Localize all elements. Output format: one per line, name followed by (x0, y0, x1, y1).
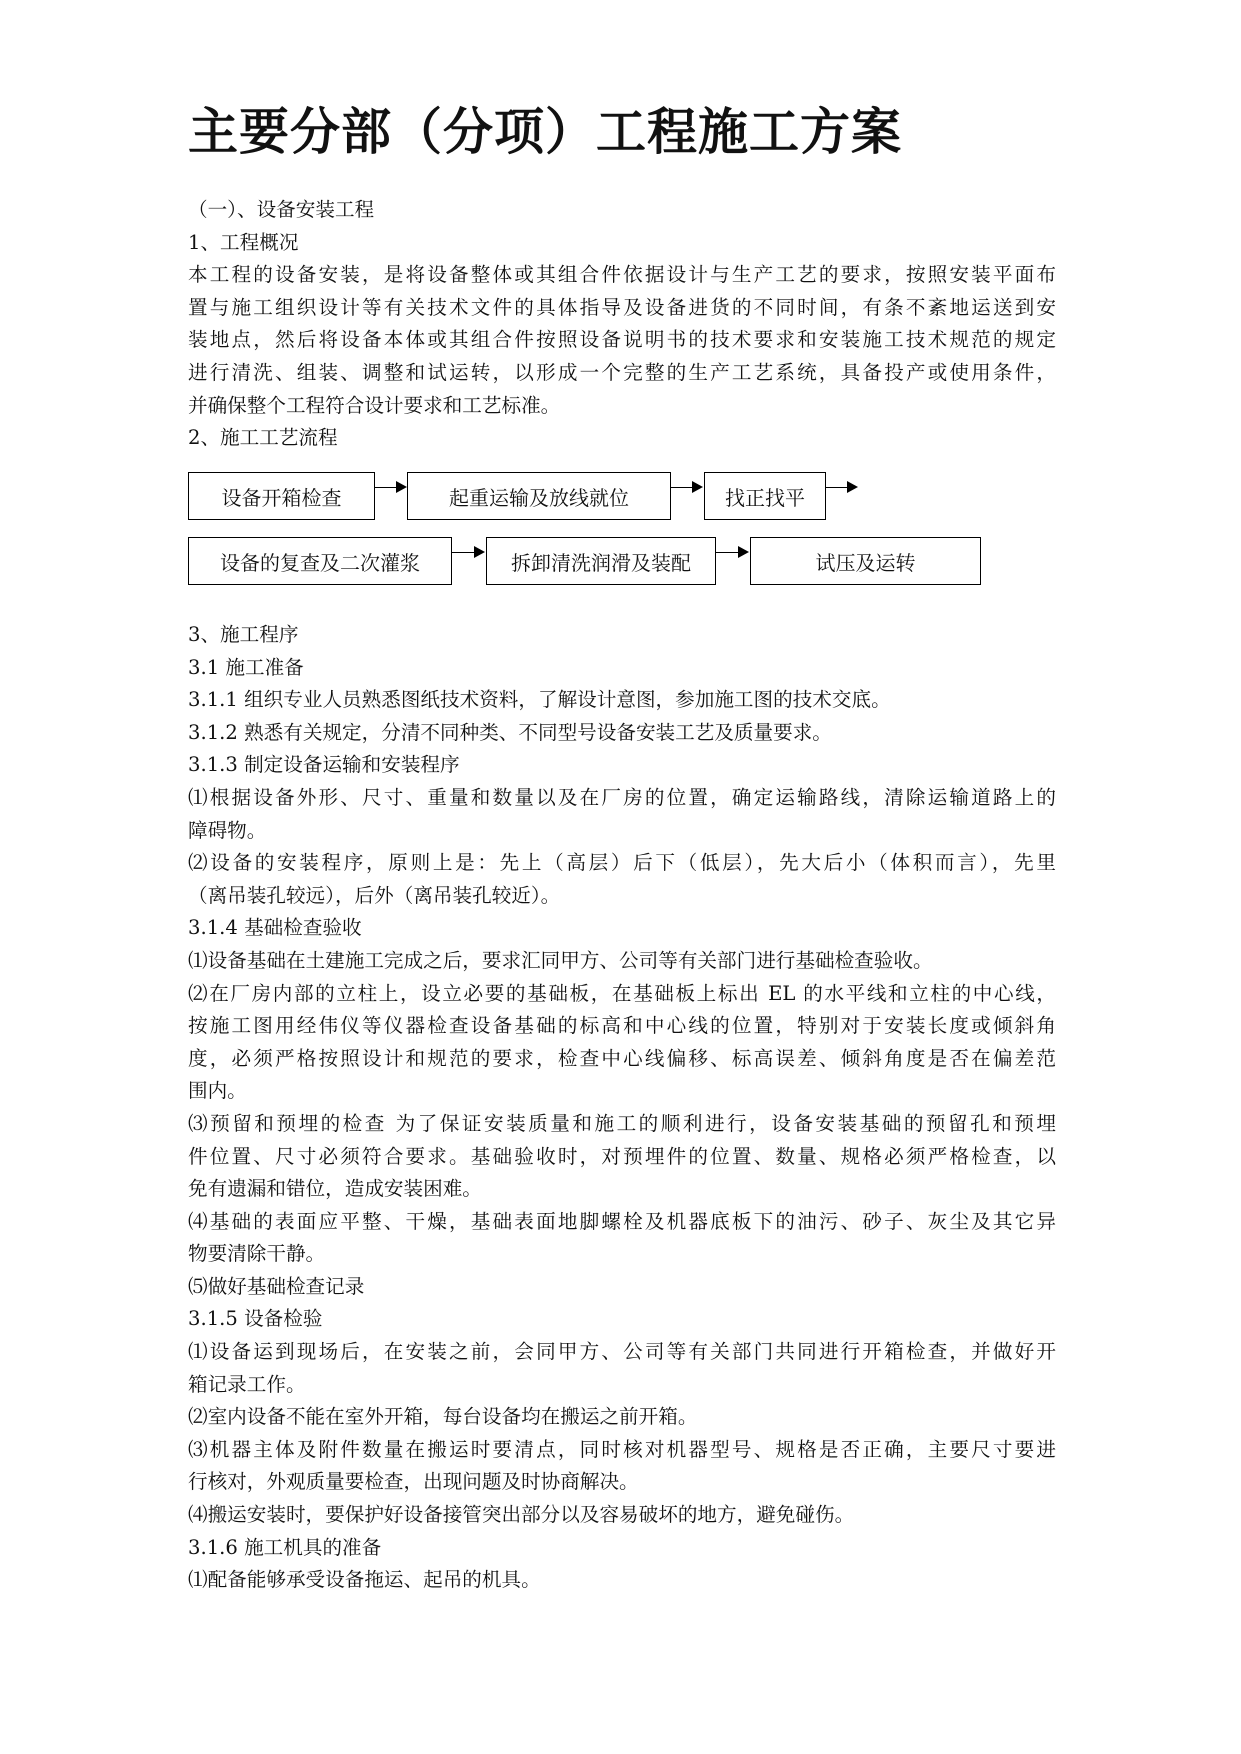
flow-box-unpack-inspect: 设备开箱检查 (188, 472, 375, 520)
flow-box-pressure-test-run: 试压及运转 (750, 537, 981, 585)
text-line: 物要清除干静。 (188, 1242, 326, 1266)
text-line: ⑷搬运安装时，要保护好设备接管突出部分以及容易破坏的地方，避免碰伤。 (188, 1503, 855, 1527)
text-line: ⑵在厂房内部的立柱上，设立必要的基础板，在基础板上标出 EL 的水平线和立柱的中心线， (188, 981, 1056, 1005)
text-line: 箱记录工作。 (188, 1372, 306, 1396)
text-line: 3.1.2 熟悉有关规定，分清不同种类、不同型号设备安装工艺及质量要求。 (188, 720, 832, 744)
text-line: 3.1.5 设备检验 (188, 1307, 323, 1331)
text-line: ⑷基础的表面应平整、干燥，基础表面地脚螺栓及机器底板下的油污、砂子、灰尘及其它异 (188, 1209, 1056, 1233)
text-line: ⑵室内设备不能在室外开箱，每台设备均在搬运之前开箱。 (188, 1405, 698, 1429)
page-title: 主要分部（分项）工程施工方案 (188, 103, 902, 161)
text-line: 本工程的设备安装，是将设备整体或其组合件依据设计与生产工艺的要求，按照安装平面布 (188, 263, 1056, 287)
flow-arrow (375, 487, 405, 488)
text-line: 3、施工程序 (188, 623, 299, 646)
text-line: 3.1 施工准备 (188, 655, 304, 679)
text-line: 置与施工组织设计等有关技术文件的具体指导及设备进货的不同时间，有条不紊地运送到安 (188, 295, 1056, 319)
text-line: ⑵设备的安装程序，原则上是：先上（高层）后下（低层），先大后小（体积而言），先里 (188, 851, 1056, 875)
flow-box-recheck-grouting: 设备的复查及二次灌浆 (188, 537, 452, 585)
flow-box-lifting-positioning: 起重运输及放线就位 (407, 472, 671, 520)
flow-arrow (452, 552, 483, 553)
text-line: 按施工图用经伟仪等仪器检查设备基础的标高和中心线的位置，特别对于安装长度或倾斜角 (188, 1014, 1056, 1038)
text-line: 度，必须严格按照设计和规范的要求，检查中心线偏移、标高误差、倾斜角度是否在偏差范 (188, 1046, 1056, 1070)
text-line: ⑴配备能够承受设备拖运、起吊的机具。 (188, 1568, 541, 1592)
flow-box-disassembly-cleaning: 拆卸清洗润滑及装配 (486, 537, 716, 585)
text-line: 3.1.4 基础检查验收 (188, 916, 362, 940)
text-line: （一）、设备安装工程 (188, 198, 375, 221)
text-line: 并确保整个工程符合设计要求和工艺标准。 (188, 393, 561, 417)
text-line: ⑶机器主体及附件数量在搬运时要清点，同时核对机器型号、规格是否正确，主要尺寸要进 (188, 1437, 1056, 1461)
text-line: 装地点，然后将设备本体或其组合件按照设备说明书的技术要求和安装施工技术规范的规定 (188, 328, 1056, 352)
flow-arrow (716, 552, 747, 553)
text-line: ⑴设备基础在土建施工完成之后，要求汇同甲方、公司等有关部门进行基础检查验收。 (188, 948, 933, 972)
text-line: 1、工程概况 (188, 230, 299, 254)
procedure-section (188, 619, 1056, 1597)
text-line: 2、施工工艺流程 (188, 426, 338, 450)
intro-section (188, 194, 1056, 455)
flow-arrow (671, 487, 701, 488)
text-line: 行核对，外观质量要检查，出现问题及时协商解决。 (188, 1470, 639, 1494)
text-line: 3.1.3 制定设备运输和安装程序 (188, 753, 460, 777)
text-line: 障碍物。 (188, 818, 267, 842)
text-line: ⑴设备运到现场后，在安装之前，会同甲方、公司等有关部门共同进行开箱检查，并做好开 (188, 1340, 1056, 1364)
text-line: 3.1.1 组织专业人员熟悉图纸技术资料，了解设计意图，参加施工图的技术交底。 (188, 688, 891, 712)
text-line: 围内。 (188, 1079, 247, 1103)
text-line: ⑸做好基础检查记录 (188, 1274, 365, 1298)
text-line: 件位置、尺寸必须符合要求。基础验收时，对预埋件的位置、数量、规格必须严格检查，以 (188, 1144, 1056, 1168)
flow-box-alignment-leveling: 找正找平 (704, 472, 826, 520)
text-line: 3.1.6 施工机具的准备 (188, 1535, 382, 1559)
text-line: 免有遗漏和错位，造成安装困难。 (188, 1177, 482, 1201)
text-line: （离吊装孔较远），后外（离吊装孔较近）。 (188, 883, 561, 907)
flow-arrow (826, 487, 856, 488)
text-line: 进行清洗、组装、调整和试运转，以形成一个完整的生产工艺系统，具备投产或使用条件， (188, 360, 1056, 384)
text-line: ⑶预留和预埋的检查 为了保证安装质量和施工的顺利进行，设备安装基础的预留孔和预埋 (188, 1111, 1056, 1135)
text-line: ⑴根据设备外形、尺寸、重量和数量以及在厂房的位置，确定运输路线，清除运输道路上的 (188, 785, 1056, 809)
